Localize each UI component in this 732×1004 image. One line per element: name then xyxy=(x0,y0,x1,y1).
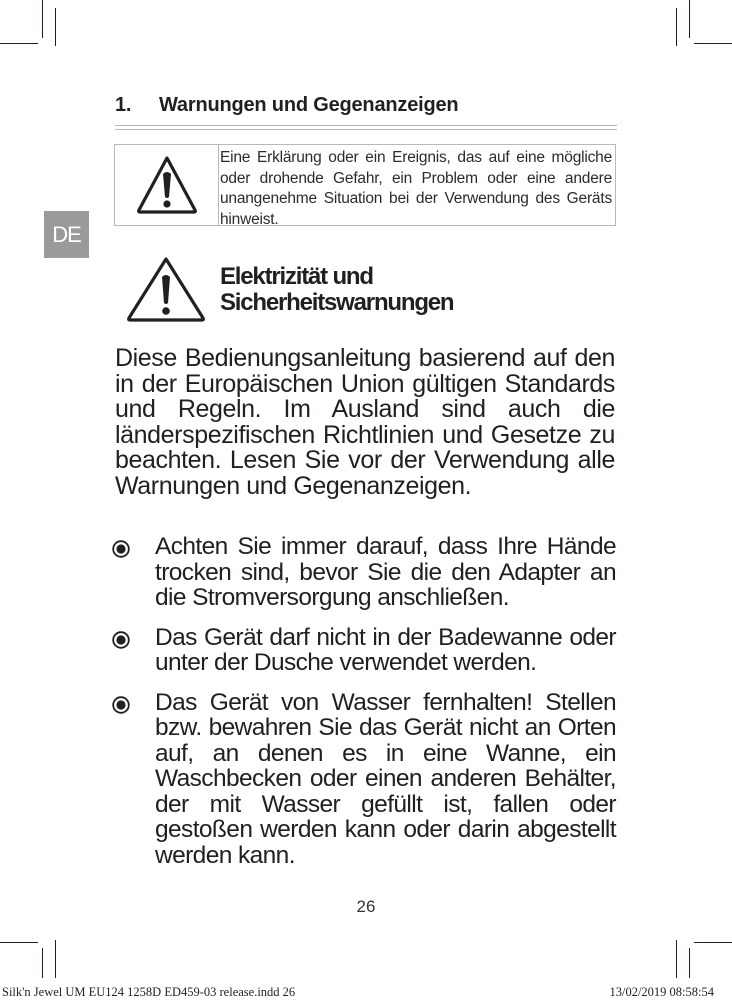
warning-definition-text: Eine Erklärung oder ein Ereignis, das auf eine mögliche oder drohende Gefahr, ein Problem oder eine andere unangenehme Situation bei der Verwendung des Geräts hinweist. xyxy=(220,149,612,228)
list-item-text: Das Gerät von Wasser fernhalten! Stellen bzw. bewahren Sie das Gerät nicht an Orten auf, an denen es in eine Wanne, ein Waschbecken oder einen anderen Behälter, der mit Wasser gefüllt ist, fallen oder gestoßen werden kann oder darin abgestellt werden kann. xyxy=(155,688,616,869)
crop-mark xyxy=(42,948,43,978)
crop-mark xyxy=(689,948,690,978)
target-bullet-icon xyxy=(112,696,130,714)
list-item xyxy=(112,690,616,869)
section-heading xyxy=(115,94,458,117)
warning-list xyxy=(112,534,616,882)
heading-rule xyxy=(115,129,617,130)
crop-mark xyxy=(689,0,690,38)
heading-rule xyxy=(115,125,617,126)
list-item-text: Achten Sie immer darauf, dass Ihre Hände trocken sind, bevor Sie die den Adapter an die Stromversorgung anschließen. xyxy=(155,533,616,611)
safety-heading-line: Elektrizität und xyxy=(220,263,373,290)
warning-triangle-icon xyxy=(115,145,219,225)
warning-definition-box xyxy=(114,144,616,226)
crop-mark xyxy=(694,942,732,943)
crop-mark xyxy=(0,43,38,44)
list-item-text: Das Gerät darf nicht in der Badewanne oder unter der Dusche verwendet werden. xyxy=(155,623,616,676)
page-number: 26 xyxy=(356,897,376,916)
print-slug-file: Silk'n Jewel UM EU124 1258D ED459-03 release.indd 26 xyxy=(2,985,296,999)
crop-mark xyxy=(676,940,677,978)
intro-paragraph: Diese Bedienungsanleitung basierend auf den in der Europäischen Union gültigen Standards und Regeln. Im Ausland sind auch die länderspezifischen Richtlinien und Gesetze zu beachten. Lesen Sie vor der Verwendung alle Warnungen und Gegenanzeigen. xyxy=(115,344,615,500)
crop-mark xyxy=(676,8,677,46)
crop-mark xyxy=(42,0,43,38)
safety-heading-line: Sicherheitswarnungen xyxy=(220,289,454,316)
warning-triangle-icon xyxy=(125,256,207,327)
crop-mark xyxy=(55,940,56,978)
safety-heading xyxy=(220,264,453,316)
print-slug-timestamp: 13/02/2019 08:58:54 xyxy=(609,985,714,999)
target-bullet-icon xyxy=(112,540,130,558)
section-title: Warnungen und Gegenanzeigen xyxy=(159,94,459,116)
section-number: 1. xyxy=(115,94,132,116)
crop-mark xyxy=(55,8,56,46)
list-item xyxy=(112,625,616,676)
crop-mark xyxy=(694,43,732,44)
target-bullet-icon xyxy=(112,631,130,649)
crop-mark xyxy=(0,942,38,943)
language-tab: DE xyxy=(44,211,89,258)
list-item xyxy=(112,534,616,611)
